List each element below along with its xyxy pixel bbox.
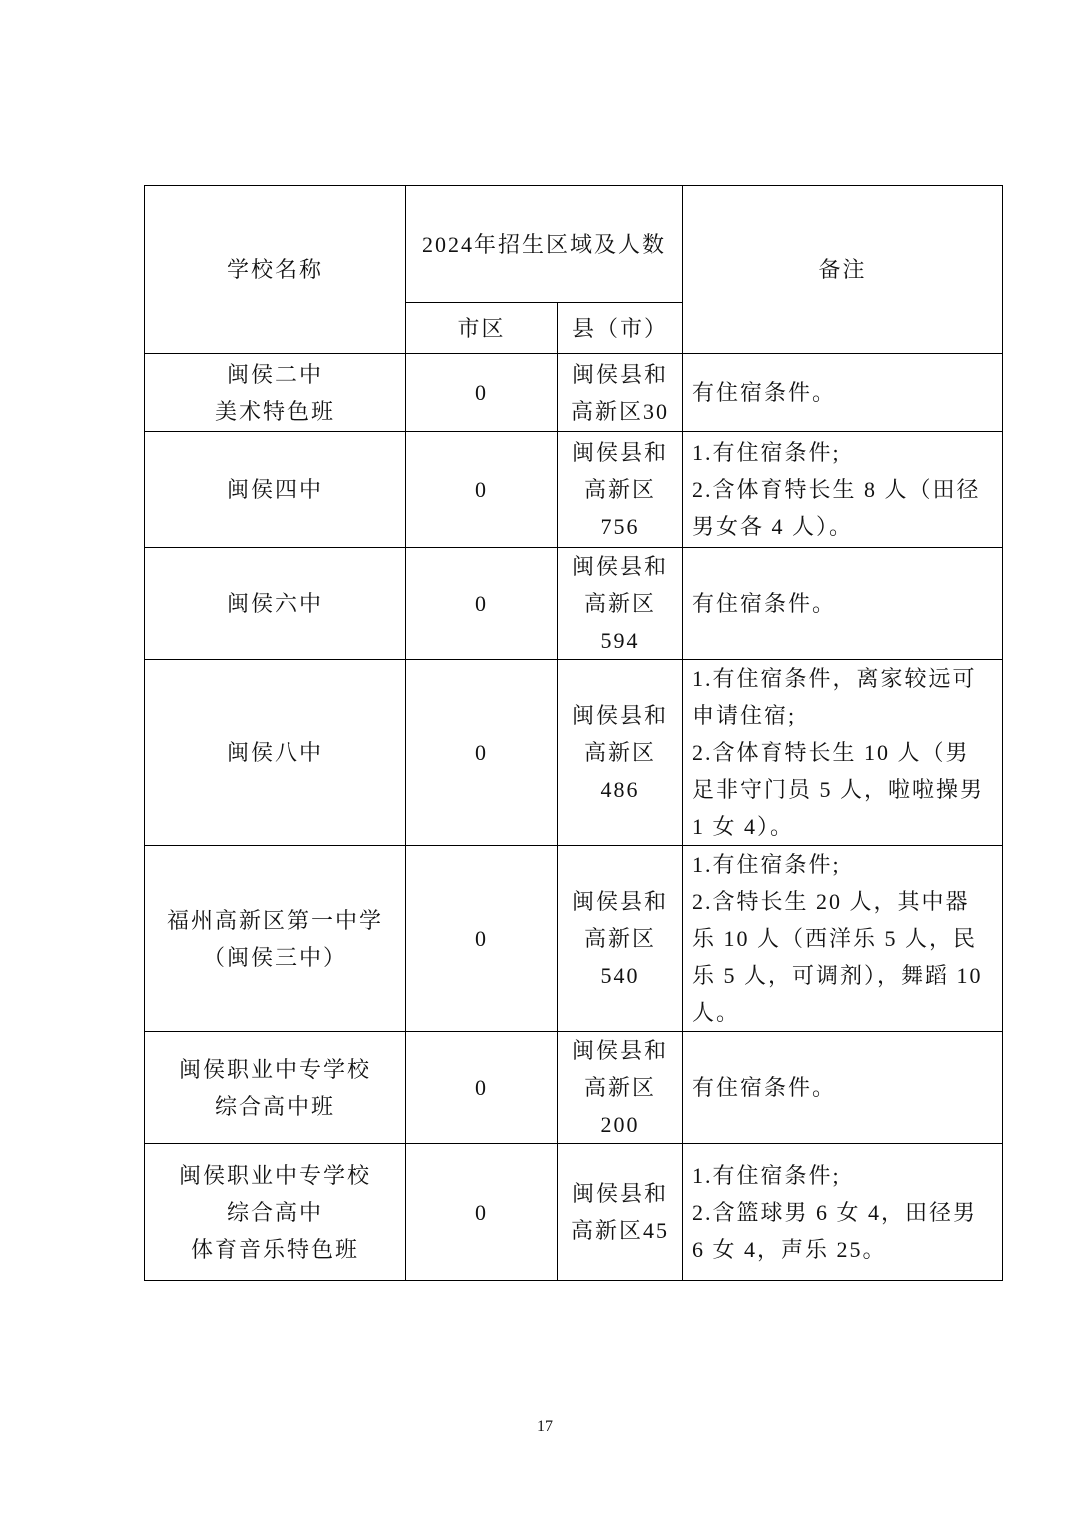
county-quota-line: 闽侯县和 <box>572 1181 669 1206</box>
remarks-cell <box>683 354 1003 432</box>
table-row <box>145 1144 1003 1281</box>
remarks-cell <box>683 1032 1003 1144</box>
county-quota-line: 闽侯县和 <box>572 554 669 579</box>
remarks-line: 2.含体育特长生 10 人（男 <box>692 740 970 765</box>
remarks-line: 足非守门员 5 人，啦啦操男 <box>692 777 985 802</box>
remarks-cell <box>683 1144 1003 1281</box>
remarks-line: 2.含篮球男 6 女 4，田径男 <box>692 1199 978 1225</box>
city-quota-value: 0 <box>475 926 488 951</box>
school-name-line: 闽侯四中 <box>226 477 323 502</box>
county-quota-cell <box>558 846 683 1032</box>
enrollment-table <box>144 185 1003 1281</box>
school-name-cell <box>145 1032 406 1144</box>
county-quota-cell <box>558 1144 683 1281</box>
remarks-line: 男女各 4 人）。 <box>692 514 854 539</box>
header-county: 县（市） <box>558 303 683 354</box>
school-name-line: 福州高新区第一中学 <box>166 907 383 933</box>
city-quota-value: 0 <box>475 477 488 502</box>
remarks-line: 6 女 4，声乐 25。 <box>692 1236 887 1262</box>
city-quota-cell <box>406 548 558 660</box>
remarks-line: 1.有住宿条件，离家较远可 <box>692 666 977 691</box>
county-quota-cell <box>558 432 683 548</box>
school-name-cell <box>145 432 406 548</box>
county-quota-line: 594 <box>600 628 640 653</box>
header-row <box>145 186 1003 303</box>
county-quota-line: 闽侯县和 <box>572 440 669 465</box>
city-quota-value: 0 <box>475 740 488 765</box>
school-name-cell <box>145 548 406 660</box>
county-quota-line: 540 <box>600 963 640 988</box>
county-quota-line: 486 <box>600 777 640 802</box>
header-school-name: 学校名称 <box>145 186 406 354</box>
table-row <box>145 354 1003 432</box>
table-row <box>145 846 1003 1032</box>
header-enrollment: 2024年招生区域及人数 <box>406 186 683 303</box>
county-quota-cell <box>558 660 683 846</box>
county-quota-line: 高新区 <box>584 591 657 616</box>
table-row <box>145 432 1003 548</box>
school-name-cell <box>145 846 406 1032</box>
remarks-cell <box>683 548 1003 660</box>
school-name-cell <box>145 354 406 432</box>
school-name-line: 综合高中 <box>226 1199 323 1225</box>
remarks-line: 乐 5 人，可调剂），舞蹈 10 <box>692 963 983 988</box>
city-quota-value: 0 <box>475 591 488 616</box>
table-row <box>145 660 1003 846</box>
county-quota-line: 高新区 <box>584 1075 657 1100</box>
city-quota-cell <box>406 354 558 432</box>
county-quota-line: 闽侯县和 <box>572 889 669 914</box>
school-name-line: 体育音乐特色班 <box>190 1236 359 1262</box>
county-quota-line: 高新区30 <box>571 398 670 424</box>
remarks-cell <box>683 660 1003 846</box>
county-quota-line: 756 <box>600 514 640 539</box>
county-quota-line: 高新区 <box>584 477 657 502</box>
county-quota-line: 闽侯县和 <box>572 361 669 387</box>
remarks-line: 2.含特长生 20 人，其中器 <box>692 889 970 914</box>
school-name-line: 综合高中班 <box>214 1093 335 1119</box>
remarks-line: 乐 10 人（西洋乐 5 人，民 <box>692 926 978 951</box>
city-quota-value: 0 <box>475 1199 488 1225</box>
school-name-cell <box>145 1144 406 1281</box>
remarks-line: 1 女 4）。 <box>692 814 795 839</box>
county-quota-line: 闽侯县和 <box>572 1038 669 1063</box>
county-quota-line: 高新区 <box>584 740 657 765</box>
remarks-line: 1.有住宿条件; <box>692 1162 841 1188</box>
school-name-cell <box>145 660 406 846</box>
page-number: 17 <box>537 1418 553 1435</box>
county-quota-cell <box>558 354 683 432</box>
remarks-line: 有住宿条件。 <box>692 380 837 405</box>
city-quota-cell <box>406 660 558 846</box>
county-quota-line: 200 <box>600 1112 640 1137</box>
city-quota-cell <box>406 1032 558 1144</box>
city-quota-cell <box>406 432 558 548</box>
table-row <box>145 548 1003 660</box>
county-quota-line: 高新区45 <box>571 1218 670 1243</box>
city-quota-value: 0 <box>475 380 488 405</box>
school-name-line: 闽侯八中 <box>226 740 323 765</box>
remarks-cell <box>683 846 1003 1032</box>
city-quota-cell <box>406 1144 558 1281</box>
header-city: 市区 <box>406 303 558 354</box>
county-quota-line: 高新区 <box>584 926 657 951</box>
table-row <box>145 1032 1003 1144</box>
remarks-line: 有住宿条件。 <box>692 591 837 616</box>
school-name-line: 闽侯职业中专学校 <box>178 1162 371 1188</box>
header-remarks: 备注 <box>683 186 1003 354</box>
remarks-cell <box>683 432 1003 548</box>
county-quota-cell <box>558 548 683 660</box>
school-name-line: （闽侯三中） <box>202 944 347 970</box>
county-quota-line: 闽侯县和 <box>572 703 669 728</box>
city-quota-cell <box>406 846 558 1032</box>
remarks-line: 申请住宿; <box>692 703 797 728</box>
school-name-line: 闽侯职业中专学校 <box>178 1056 371 1082</box>
school-name-line: 闽侯二中 <box>226 361 323 387</box>
remarks-line: 2.含体育特长生 8 人（田径 <box>692 477 981 502</box>
remarks-line: 有住宿条件。 <box>692 1075 837 1100</box>
remarks-line: 1.有住宿条件; <box>692 440 841 465</box>
remarks-line: 1.有住宿条件; <box>692 852 841 877</box>
county-quota-cell <box>558 1032 683 1144</box>
remarks-line: 人。 <box>692 1000 741 1025</box>
school-name-line: 美术特色班 <box>214 398 335 424</box>
city-quota-value: 0 <box>475 1075 488 1100</box>
school-name-line: 闽侯六中 <box>226 591 323 616</box>
